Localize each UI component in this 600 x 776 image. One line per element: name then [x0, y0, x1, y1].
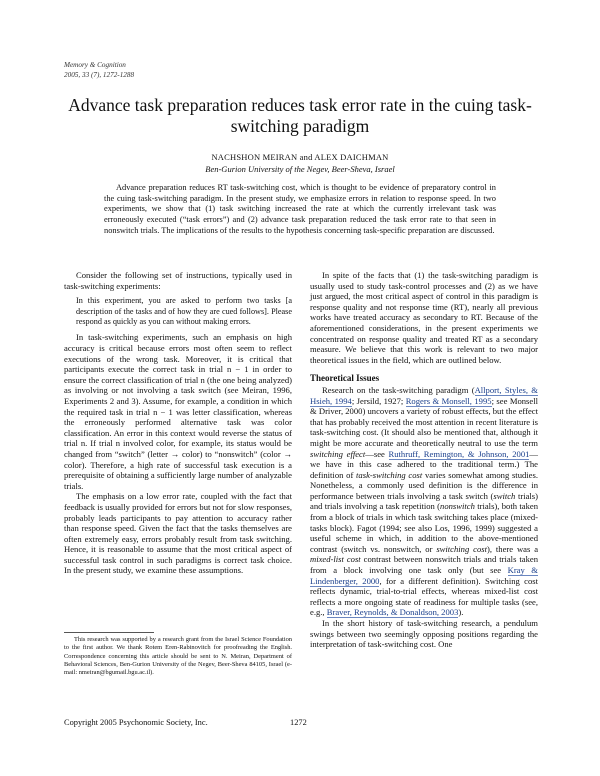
journal-citation: 2005, 33 (7), 1272-1288	[64, 71, 135, 79]
italic-term: switching effect	[310, 448, 366, 459]
text-run: , for a different definition). Switching cost reflects dynamic, trial-to-trial effects, whereas mixed-list cost reflects a more ongoing state of readiness for multiple tasks (see, e.g.,	[310, 575, 538, 618]
citation-link[interactable]: Ruthruff, Remington, & Johnson, 2001	[388, 448, 530, 459]
abstract-text: Advance preparation reduces RT task-switching cost, which is thought to be evidence of preparatory control in the cuing task-switching paradigm. In the present study, we emphasize errors in relation to response speed. In two experiments, we show that (1) task switching increased the rate at which the currently irrelevant task was erroneously executed (“task errors”) and (2) advance task preparation reduced the task error rate to that seen in nonswitch trials. The implications of the results to the hypothesis concerning task-specific preparation are discussed.	[104, 183, 496, 235]
footnote-divider	[64, 632, 154, 633]
author-affiliation: Ben-Gurion University of the Negev, Beer-Sheva, Israel	[205, 164, 395, 174]
citation-link[interactable]: Rogers & Monsell, 1995	[405, 395, 492, 406]
text-run: ; Jersild, 1927;	[351, 395, 406, 406]
section-heading: Theoretical Issues	[310, 373, 380, 384]
right-column	[310, 267, 538, 650]
text-run: Research on the task-switching paradigm (	[322, 384, 475, 395]
journal-header	[64, 60, 134, 80]
body-paragraph: The emphasis on a low error rate, coupled with the fact that feedback is usually provided for errors but not for slow responses, probably leads participants to pay attention to accuracy rather than response speed. Given the fact that the tasks themselves are often extremely easy, errors probably result from task switching. Hence, it is reasonable to assume that the most critical aspect of successful task control in such paradigms is correct task choice. In the present study, we examine these assumptions.	[64, 491, 292, 576]
text-run: ), there was a	[487, 543, 539, 554]
block-quote-text: In this experiment, you are asked to perform two tasks [a description of the tasks and of how they are cued follows]. Please respond as quickly as you can without making errors.	[76, 296, 292, 326]
text-run: varies somewhat among studies. Nonetheless, a commonly used definition is the difference in performance between trials involving a task switch (	[310, 469, 538, 501]
author-list: NACHSHON MEIRAN and ALEX DAICHMAN	[211, 152, 389, 162]
body-paragraph: In the short history of task-switching research, a pendulum swings between two seemingly opposing positions regarding the interpretation of task-switching cost. One	[310, 618, 538, 650]
italic-term: switching cost	[436, 543, 487, 554]
intro-paragraph: Consider the following set of instructions, typically used in task-switching experiments:	[64, 270, 292, 291]
footnote	[64, 636, 292, 677]
citation-link[interactable]: Braver, Reynolds, & Donaldson, 2003	[326, 607, 459, 618]
text-run: —see	[365, 448, 389, 459]
page-number: 1272	[290, 718, 307, 727]
article-title: Advance task preparation reduces task error rate in the cuing task-switching paradigm	[68, 95, 532, 136]
journal-name: Memory & Cognition	[64, 61, 126, 69]
block-quote	[76, 296, 292, 327]
italic-term: mixed-list cost	[310, 554, 361, 565]
body-paragraph	[310, 385, 538, 618]
citation-link[interactable]: Allport, Styles, & Hsieh, 1994	[310, 384, 538, 406]
body-paragraph: In task-switching experiments, such an emphasis on high accuracy is critical because errors most often seem to reflect executions of the wrong task. Moreover, it is critical that participants execute the correct task in trial n − 1 in order to ensure the correct classification of trial n (the one being analyzed) as involving or not involving a task switch (see Meiran, 1996, Experiments 2 and 3). Assume, for example, a condition in which the required task in trial n − 1 was letter classification, whereas the erroneously performed alternative task was color classification. An error in this context would reverse the status of trial n. If trial n involved color, for example, its status would be changed from “switch” (letter → color) to “nonswitch” (color → color). Therefore, a high rate of successful task execution is a prerequisite of obtaining a sufficiently large number of analyzable trials.	[64, 332, 292, 491]
italic-term: switch	[493, 490, 516, 501]
text-run: ; see Monsell & Driver, 2000) uncovers a variety of robust effects, but the effect that has probably received the most attention in recent literature is task-switching cost. (It should also be mentioned that, although it might be more accurate and theoretically neutral to use the term	[310, 395, 538, 448]
text-run: —we have in this case adhered to the traditional term.) The definition of	[310, 448, 539, 480]
text-run: trials) and trials involving a task repetition (	[310, 490, 538, 512]
abstract	[104, 183, 496, 237]
body-paragraph: In spite of the facts that (1) the task-switching paradigm is usually used to study task-control processes and (2) as we have just argued, the most critical aspect of control in this paradigm is response quality and not response time (RT), nearly all previous works have treated accuracy as secondary to RT. Because of the aforementioned considerations, in the present experiments we concentrated on response quality and treated RT as a secondary measure. We believe that this work is relevant to two major theoretical issues in the field, which are outlined below.	[310, 270, 538, 365]
footnote-text: This research was supported by a research grant from the Israel Science Foundation to the first author. We thank Rotem Eren-Rabinovitch for proofreading the English. Correspondence concerning this article should be sent to N. Meiran, Department of Behavioral Sciences, Ben-Gurion University of the Negev, Beer-Sheva 84105, Israel (e-mail: nmeiran@bgumail.bgu.ac.il).	[64, 636, 292, 677]
text-run: ).	[458, 607, 464, 618]
italic-term: task-switching cost	[356, 469, 423, 480]
text-run: contrast between nonswitch trials and trials taken from a block involving one task only (but see	[310, 554, 538, 576]
citation-link[interactable]: Kray & Lindenberger, 2000	[310, 565, 538, 586]
copyright-line: Copyright 2005 Psychonomic Society, Inc.	[64, 718, 208, 727]
text-run: trials), both taken from a block of trials in which task switching takes place (mixed-tasks block). Fagot (1994; see also Los, 1996, 1999) suggested a useful scheme in which, in addition to the above-mentioned contrast (switch vs. nonswitch, or	[310, 501, 538, 554]
left-column	[64, 267, 292, 576]
italic-term: nonswitch	[440, 501, 475, 512]
